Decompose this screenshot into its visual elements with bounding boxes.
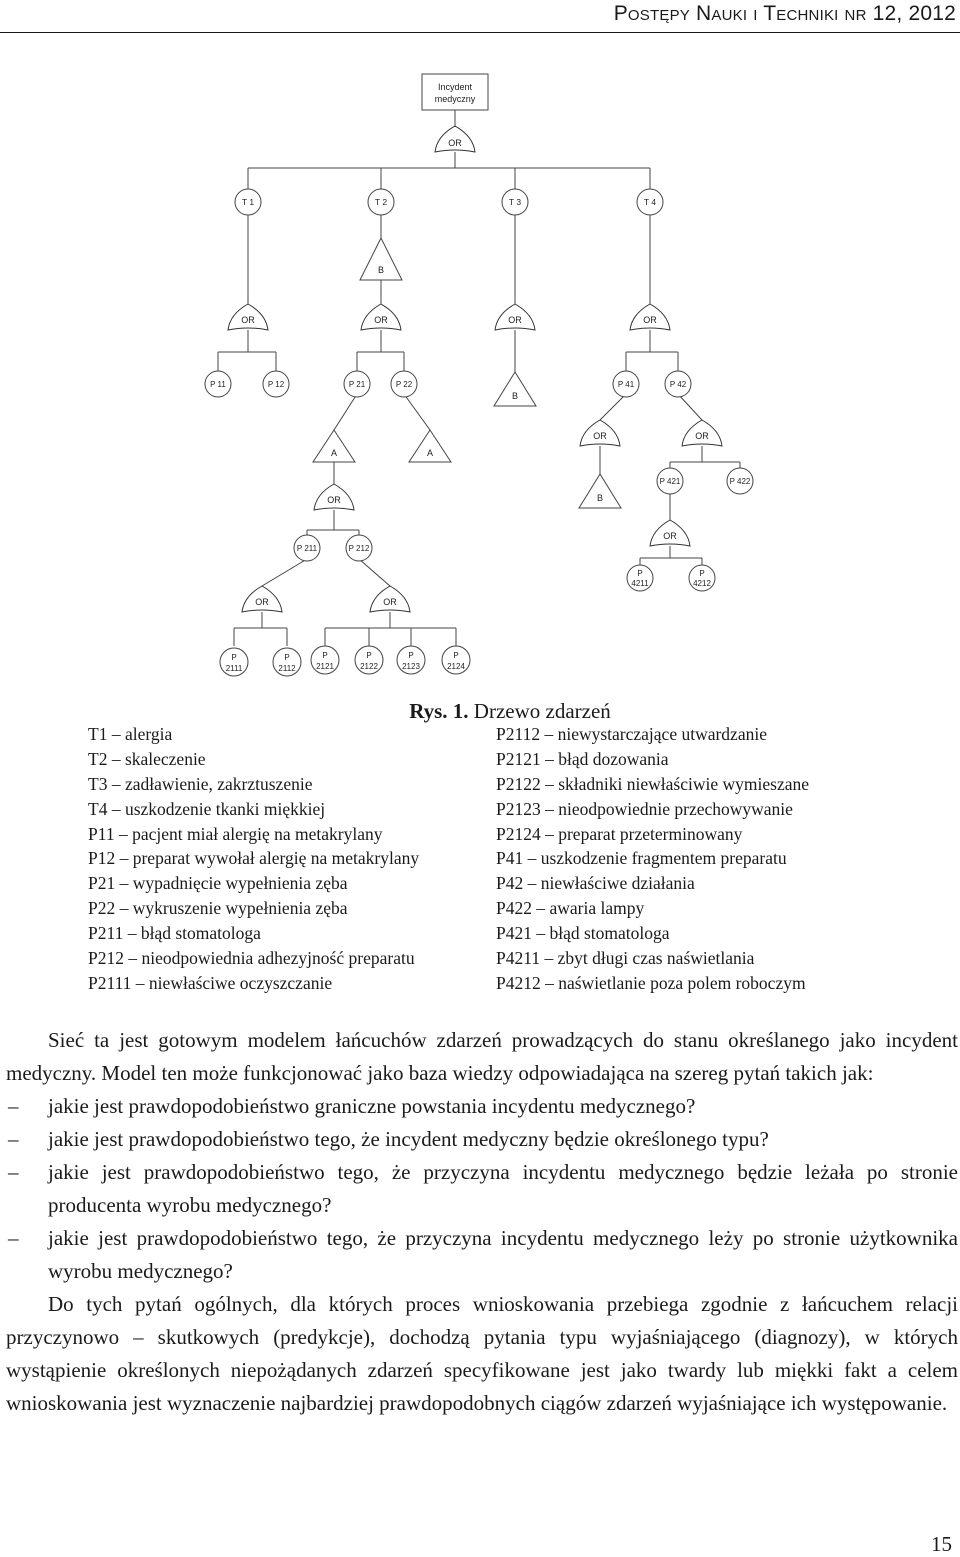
transfer-triangle-b (579, 474, 621, 508)
legend-item: P11 – pacjent miał alergię na metakrylany (88, 823, 383, 844)
svg-text:P 42: P 42 (669, 380, 687, 389)
svg-text:2122: 2122 (360, 662, 378, 671)
svg-text:P: P (366, 651, 372, 660)
bullet-item (6, 1090, 958, 1123)
legend-item: T3 – zadławienie, zakrztuszenie (88, 773, 313, 794)
legend-item: P41 – uszkodzenie fragmentem preparatu (496, 848, 787, 869)
svg-text:OR: OR (663, 531, 677, 541)
event-node-t2 (368, 189, 394, 215)
svg-text:OR: OR (374, 315, 388, 325)
or-gate (361, 304, 401, 330)
legend-item: P22 – wykruszenie wypełnienia zęba (88, 898, 348, 919)
svg-text:OR: OR (695, 431, 709, 441)
svg-text:OR: OR (255, 597, 269, 607)
legend-item: P42 – niewłaściwe działania (496, 873, 695, 894)
bullet-dash: – (8, 1127, 19, 1151)
svg-text:OR: OR (383, 597, 397, 607)
event-node-p2124 (442, 646, 470, 674)
header-rule (0, 32, 960, 33)
or-gate (314, 484, 354, 510)
or-gate (242, 586, 282, 612)
svg-text:OR: OR (241, 315, 255, 325)
svg-text:P 211: P 211 (296, 544, 318, 553)
svg-text:4211: 4211 (631, 579, 649, 588)
legend-item: P4211 – zbyt długi czas naświetlania (496, 948, 755, 969)
bullet-text: jakie jest prawdopodobieństwo tego, że incydent medyczny będzie określonego typu? (48, 1127, 769, 1151)
bullet-dash: – (8, 1094, 19, 1118)
event-node-p421 (657, 468, 683, 494)
event-tree-diagram (0, 40, 960, 700)
event-node-p422 (727, 468, 753, 494)
bullet-text: jakie jest prawdopodobieństwo tego, że przyczyna incydentu medycznego będzie leżała po stronie producenta wyrobu medycznego? (48, 1160, 958, 1217)
legend-item: T4 – uszkodzenie tkanki miękkiej (88, 798, 326, 819)
bullet-text: jakie jest prawdopodobieństwo graniczne powstania incydentu medycznego? (48, 1094, 696, 1118)
event-node-p42 (665, 371, 691, 397)
svg-text:P: P (699, 569, 705, 578)
event-node-p4211 (627, 565, 653, 591)
bullet-dash: – (8, 1226, 19, 1250)
page-number: 15 (931, 1532, 952, 1556)
svg-text:OR: OR (593, 431, 607, 441)
event-node-p2112 (273, 648, 301, 676)
legend-item: P211 – błąd stomatologa (88, 923, 261, 944)
event-node-p2122 (355, 646, 383, 674)
or-gate (682, 420, 722, 446)
root-event-box (422, 74, 488, 110)
legend-item: P2111 – niewłaściwe oczyszczanie (88, 972, 333, 993)
or-gate (630, 304, 670, 330)
figure-label: Rys. 1. (409, 699, 469, 723)
or-gate (228, 304, 268, 330)
transfer-triangle-b (494, 372, 536, 406)
svg-text:2112: 2112 (278, 664, 296, 673)
svg-text:P 22: P 22 (395, 380, 413, 389)
svg-text:B: B (596, 493, 604, 503)
legend-item: P4212 – naświetlanie poza polem roboczym (496, 972, 806, 993)
figure-title: Drzewo zdarzeń (473, 699, 611, 723)
event-node-t3 (502, 189, 528, 215)
svg-text:B: B (377, 265, 385, 275)
svg-text:4212: 4212 (693, 579, 711, 588)
svg-text:OR: OR (643, 315, 657, 325)
event-node-p2121 (311, 646, 339, 674)
event-node-p41 (613, 371, 639, 397)
transfer-triangle-a (409, 430, 451, 462)
svg-text:OR: OR (508, 315, 522, 325)
svg-text:A: A (330, 448, 338, 458)
svg-text:OR: OR (448, 138, 462, 148)
transfer-triangle-b (360, 238, 402, 280)
legend-item: T2 – skaleczenie (88, 748, 206, 769)
svg-text:P: P (231, 653, 237, 662)
svg-text:P: P (284, 653, 290, 662)
legend-item: P21 – wypadnięcie wypełnienia zęba (88, 873, 348, 894)
event-node-p11 (205, 371, 231, 397)
journal-header: Postępy Nauki i Techniki nr 12, 2012 (613, 2, 956, 25)
paragraph: Do tych pytań ogólnych, dla których proces wnioskowania przebiega zgodnie z łańcuchem relacji przyczynowo – skutkowych (predykcje), dochodzą pytania typu wyjaśniającego (diagnozy), w których wystąpienie określonych niepożądanych zdarzeń specyfikowane jest jako twardy lub miękki fakt a celem wnioskowania jest wyznaczenie najbardziej prawdopodobnych ciągów zdarzeń wyjaśniające ich występowanie. (6, 1292, 958, 1415)
legend-item: P2121 – błąd dozowania (496, 748, 669, 769)
svg-text:T 1: T 1 (241, 197, 255, 207)
event-node-p212 (346, 535, 372, 561)
legend-right-column (496, 722, 809, 996)
bullet-item (6, 1222, 958, 1288)
or-gate (495, 304, 535, 330)
event-node-p4212 (689, 565, 715, 591)
svg-text:P: P (453, 651, 459, 660)
event-node-p2111 (220, 648, 248, 676)
svg-text:A: A (426, 448, 434, 458)
event-node-p22 (391, 371, 417, 397)
paragraph: Sieć ta jest gotowym modelem łańcuchów zdarzeń prowadzących do stanu określanego jako incydent medyczny. Model ten może funkcjonować jako baza wiedzy odpowiadająca na szereg pytań takich jak: (6, 1028, 958, 1085)
legend-item: P2123 – nieodpowiednie przechowywanie (496, 798, 793, 819)
legend-item: P2124 – preparat przeterminowany (496, 823, 743, 844)
event-node-p211 (294, 535, 320, 561)
legend-item: P2122 – składniki niewłaściwie wymieszane (496, 773, 809, 794)
or-gate (370, 586, 410, 612)
svg-text:P 212: P 212 (348, 544, 370, 553)
bullet-item (6, 1156, 958, 1222)
root-event-label-line2: medyczny (434, 94, 476, 104)
or-gate (435, 126, 475, 152)
svg-text:T 4: T 4 (643, 197, 657, 207)
svg-text:2123: 2123 (402, 662, 420, 671)
svg-text:P: P (322, 651, 328, 660)
bullet-item (6, 1123, 958, 1156)
svg-text:T 3: T 3 (508, 197, 522, 207)
svg-text:P 11: P 11 (210, 380, 226, 389)
event-node-t4 (637, 189, 663, 215)
svg-text:B: B (511, 391, 519, 401)
legend-left-column (88, 722, 419, 996)
svg-text:P: P (408, 651, 414, 660)
figure-caption (0, 698, 960, 724)
tree-connectors (218, 110, 740, 646)
svg-text:P 21: P 21 (348, 380, 366, 389)
legend-item: P2112 – niewystarczające utwardzanie (496, 724, 767, 744)
transfer-triangle-a (313, 430, 355, 462)
or-gate (580, 420, 620, 446)
root-event-label-line1: Incydent (437, 82, 473, 92)
event-node-p21 (344, 371, 370, 397)
legend-item: P212 – nieodpowiednia adhezyjność preparatu (88, 948, 415, 969)
bullet-text: jakie jest prawdopodobieństwo tego, że przyczyna incydentu medycznego leży po stronie użytkownika wyrobu medycznego? (48, 1226, 958, 1283)
event-node-p2123 (397, 646, 425, 674)
svg-text:2124: 2124 (447, 662, 465, 671)
svg-text:P 422: P 422 (729, 477, 751, 486)
svg-text:2121: 2121 (316, 662, 334, 671)
svg-text:P 12: P 12 (267, 380, 285, 389)
event-node-t1 (235, 189, 261, 215)
svg-text:2111: 2111 (225, 664, 243, 673)
svg-text:T 2: T 2 (374, 197, 388, 207)
svg-text:OR: OR (327, 495, 341, 505)
svg-text:P 41: P 41 (617, 380, 635, 389)
legend-item: P12 – preparat wywołał alergię na metakrylany (88, 848, 420, 869)
legend-item: P422 – awaria lampy (496, 898, 645, 919)
legend-item: P421 – błąd stomatologa (496, 923, 670, 944)
event-node-p12 (263, 371, 289, 397)
or-gate (650, 520, 690, 546)
body-text (6, 1024, 958, 1420)
bullet-dash: – (8, 1160, 19, 1184)
svg-text:P: P (637, 569, 643, 578)
legend-item: T1 – alergia (88, 724, 173, 744)
svg-text:P 421: P 421 (659, 477, 681, 486)
